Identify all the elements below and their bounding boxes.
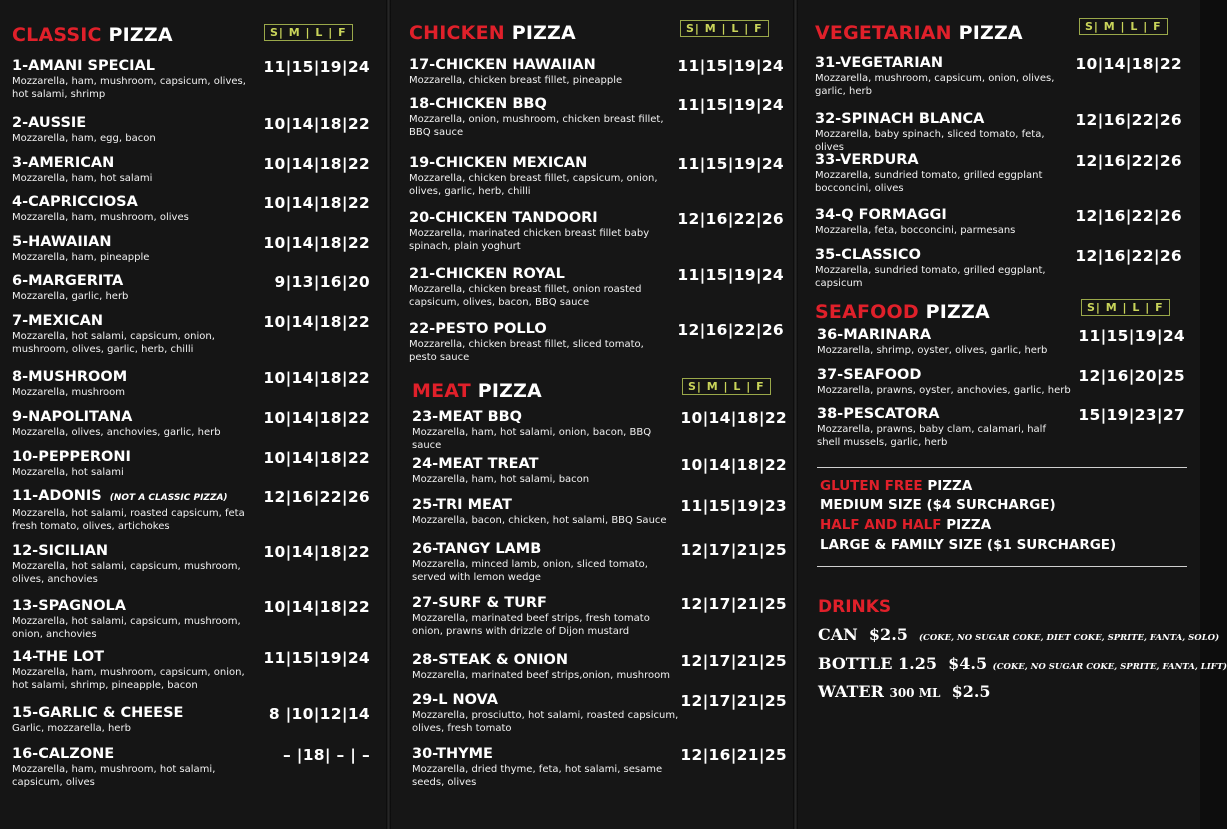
menu-item-price: 10|14|18|22	[680, 409, 787, 427]
menu-item-description: Mozzarella, ham, egg, bacon	[12, 133, 156, 144]
menu-item-name	[815, 207, 1060, 224]
menu-item-description: Garlic, mozzarella, herb	[12, 723, 131, 734]
menu-item-description: Mozzarella, hot salami, capsicum, mushroom, onion, anchovies	[12, 616, 241, 640]
menu-item-name	[412, 692, 682, 709]
drink-bottle-options: (COKE, NO SUGAR COKE, SPRITE, FANTA, LIFT)	[992, 662, 1227, 672]
gluten-free-surcharge: MEDIUM SIZE ($4 SURCHARGE)	[820, 497, 1056, 513]
menu-item-name-text: 8-MUSHROOM	[12, 369, 128, 385]
menu-item-name	[12, 369, 247, 386]
menu-item-name-text: 22-PESTO POLLO	[409, 321, 547, 337]
menu-item-name	[412, 456, 682, 473]
menu-item	[12, 543, 247, 586]
drink-water	[818, 682, 991, 701]
menu-item-description: Mozzarella, feta, bocconcini, parmesans	[815, 225, 1016, 236]
menu-item	[12, 369, 247, 400]
menu-item-price: 9|13|16|20	[274, 273, 370, 291]
menu-item-name-text: 14-THE LOT	[12, 649, 104, 665]
menu-item-price: 12|16|22|26	[263, 488, 370, 506]
menu-item-name	[12, 705, 247, 722]
menu-item-description: Mozzarella, mushroom, capsicum, onion, olives, garlic, herb	[815, 73, 1055, 97]
menu-item	[409, 210, 664, 253]
menu-item-price: 12|16|20|25	[1078, 367, 1185, 385]
menu-item-name-text: 6-MARGERITA	[12, 273, 124, 289]
menu-item	[817, 406, 1072, 449]
menu-item-name	[12, 488, 247, 507]
size-legend: S| M | L | F	[264, 24, 353, 41]
menu-item-name	[12, 273, 247, 290]
menu-item-price: 11|15|19|24	[263, 58, 370, 76]
seafood-pizza-heading	[815, 301, 990, 323]
section-title-white: PIZZA	[470, 380, 542, 402]
menu-item-name-text: 35-CLASSICO	[815, 247, 921, 263]
menu-item-price: 12|16|21|25	[680, 746, 787, 764]
menu-item-description: Mozzarella, dried thyme, feta, hot salami, sesame seeds, olives	[412, 764, 663, 788]
menu-item	[412, 595, 682, 638]
menu-item-price: – |18| – | –	[283, 746, 370, 764]
menu-item-name	[12, 234, 247, 251]
menu-item-price: 12|16|22|26	[1075, 111, 1182, 129]
menu-item	[409, 57, 664, 88]
menu-item-name	[12, 409, 247, 426]
drink-water-price: $2.5	[951, 682, 991, 701]
section-title-red: CLASSIC	[12, 24, 102, 46]
menu-item	[817, 367, 1072, 398]
menu-item-name	[815, 247, 1060, 264]
drink-bottle-label: BOTTLE 1.25	[818, 654, 937, 673]
menu-item-name	[12, 746, 247, 763]
menu-item-name-text: 5-HAWAIIAN	[12, 234, 112, 250]
menu-item-price: 11|15|19|24	[263, 649, 370, 667]
menu-item	[12, 58, 247, 101]
section-title-white: PIZZA	[101, 24, 173, 46]
drink-can-options: (COKE, NO SUGAR COKE, DIET COKE, SPRITE, FANTA, SOLO)	[919, 633, 1220, 643]
gluten-free-label: GLUTEN FREE	[820, 478, 923, 494]
menu-item-description: Mozzarella, minced lamb, onion, sliced tomato, served with lemon wedge	[412, 559, 648, 583]
classic-pizza-heading	[12, 24, 173, 46]
drink-bottle	[818, 654, 1227, 673]
menu-item	[412, 692, 682, 735]
menu-item-name	[412, 409, 682, 426]
menu-item-name	[409, 321, 664, 338]
menu-item-price: 10|14|18|22	[263, 155, 370, 173]
menu-item-name	[12, 58, 247, 75]
menu-item-name-text: 19-CHICKEN MEXICAN	[409, 155, 588, 171]
menu-item	[412, 497, 682, 528]
panel-fold	[386, 0, 391, 829]
menu-item-price: 12|16|22|26	[1075, 207, 1182, 225]
menu-item-name	[815, 55, 1060, 72]
menu-item-name-text: 7-MEXICAN	[12, 313, 104, 329]
menu-item-name	[815, 111, 1060, 128]
menu-item	[12, 234, 247, 265]
drink-water-label: WATER	[818, 682, 884, 701]
menu-item-price: 11|15|19|24	[677, 96, 784, 114]
menu-item-price: 15|19|23|27	[1078, 406, 1185, 424]
menu-item-name-text: 28-STEAK & ONION	[412, 652, 568, 668]
menu-item	[409, 96, 664, 139]
menu-item-name-text: 29-L NOVA	[412, 692, 499, 708]
menu-item-description: Mozzarella, prawns, baby clam, calamari, half shell mussels, garlic, herb	[817, 424, 1046, 448]
menu-item	[412, 652, 682, 683]
menu-item-name	[409, 210, 664, 227]
section-title-red: CHICKEN	[409, 22, 505, 44]
menu-item-description: Mozzarella, prawns, oyster, anchovies, garlic, herb	[817, 385, 1071, 396]
drinks-heading: DRINKS	[818, 597, 892, 617]
section-divider	[817, 566, 1187, 567]
menu-item	[12, 313, 247, 356]
menu-item-description: Mozzarella, sundried tomato, grilled eggplant, capsicum	[815, 265, 1046, 289]
menu-item-note: (NOT A CLASSIC PIZZA)	[109, 493, 228, 503]
menu-item-price: 10|14|18|22	[263, 369, 370, 387]
menu-item-description: Mozzarella, prosciutto, hot salami, roasted capsicum, olives, fresh tomato	[412, 710, 679, 734]
menu-item-name	[817, 327, 1072, 344]
menu-item	[12, 409, 247, 440]
menu-item-description: Mozzarella, mushroom	[12, 387, 125, 398]
menu-item	[409, 321, 664, 364]
menu-item-description: Mozzarella, marinated chicken breast fillet baby spinach, plain yoghurt	[409, 228, 650, 252]
menu-item-name-text: 26-TANGY LAMB	[412, 541, 542, 557]
menu-item-price: 12|17|21|25	[680, 595, 787, 613]
menu-item-price: 10|14|18|22	[263, 194, 370, 212]
menu-item-name-text: 38-PESCATORA	[817, 406, 940, 422]
menu-item-name	[12, 115, 247, 132]
menu-item-name-text: 4-CAPRICCIOSA	[12, 194, 138, 210]
menu-item-price: 12|17|21|25	[680, 541, 787, 559]
menu-item-description: Mozzarella, sundried tomato, grilled eggplant bocconcini, olives	[815, 170, 1043, 194]
menu-item	[12, 746, 247, 789]
menu-item	[815, 207, 1060, 238]
menu-item-name	[409, 155, 664, 172]
menu-item-price: 11|15|19|24	[677, 266, 784, 284]
menu-item-name-text: 18-CHICKEN BBQ	[409, 96, 547, 112]
menu-item-description: Mozzarella, bacon, chicken, hot salami, BBQ Sauce	[412, 515, 667, 526]
menu-item-description: Mozzarella, ham, hot salami	[12, 173, 153, 184]
menu-item-price: 12|16|22|26	[677, 210, 784, 228]
menu-item-name	[12, 598, 247, 615]
vegetarian-pizza-heading	[815, 22, 1023, 44]
gluten-free-heading	[820, 478, 972, 494]
size-legend: S| M | L | F	[1081, 299, 1170, 316]
menu-item-name-text: 12-SICILIAN	[12, 543, 109, 559]
section-divider	[817, 467, 1187, 468]
menu-item-price: 10|14|18|22	[263, 313, 370, 331]
menu-item-name-text: 25-TRI MEAT	[412, 497, 512, 513]
half-and-half-label: HALF AND HALF	[820, 517, 942, 533]
menu-item	[12, 155, 247, 186]
menu-item-name-text: 2-AUSSIE	[12, 115, 87, 131]
section-title-red: SEAFOOD	[815, 301, 919, 323]
menu-item-description: Mozzarella, ham, hot salami, bacon	[412, 474, 590, 485]
menu-item-name-text: 32-SPINACH BLANCA	[815, 111, 985, 127]
menu-item	[815, 111, 1060, 154]
menu-item-price: 11|15|19|24	[677, 57, 784, 75]
menu-item-name-text: 33-VERDURA	[815, 152, 919, 168]
half-and-half-heading	[820, 517, 991, 533]
menu-item-description: Mozzarella, ham, mushroom, hot salami, capsicum, olives	[12, 764, 216, 788]
menu-item-price: 12|16|22|26	[1075, 152, 1182, 170]
menu-item	[12, 705, 247, 736]
menu-item	[412, 409, 682, 452]
menu-item-description: Mozzarella, chicken breast fillet, sliced tomato, pesto sauce	[409, 339, 644, 363]
drink-water-size: 300 ML	[889, 686, 941, 700]
menu-item-price: 10|14|18|22	[1075, 55, 1182, 73]
drink-can-price: $2.5	[868, 625, 908, 644]
menu-item-name	[12, 649, 247, 666]
menu-item-name	[412, 746, 682, 763]
menu-item-price: 10|14|18|22	[263, 543, 370, 561]
menu-item-name-text: 27-SURF & TURF	[412, 595, 547, 611]
section-title-white: PIZZA	[951, 22, 1023, 44]
menu-item-description: Mozzarella, ham, pineapple	[12, 252, 150, 263]
menu-item-description: Mozzarella, hot salami, capsicum, onion, mushroom, olives, garlic, herb, chilli	[12, 331, 215, 355]
menu-item	[815, 55, 1060, 98]
menu-item-price: 10|14|18|22	[263, 598, 370, 616]
menu-item-name	[12, 313, 247, 330]
menu-item-name-text: 23-MEAT BBQ	[412, 409, 522, 425]
menu-item-name	[817, 367, 1072, 384]
menu-item-price: 10|14|18|22	[680, 456, 787, 474]
chicken-pizza-heading	[409, 22, 576, 44]
menu-item-price: 10|14|18|22	[263, 115, 370, 133]
menu-item-name-text: 31-VEGETARIAN	[815, 55, 943, 71]
menu-item-name	[412, 652, 682, 669]
menu-item-name-text: 15-GARLIC & CHEESE	[12, 705, 184, 721]
menu-item-price: 12|17|21|25	[680, 652, 787, 670]
menu-item-price: 10|14|18|22	[263, 234, 370, 252]
menu-item-price: 10|14|18|22	[263, 409, 370, 427]
menu-item-description: Mozzarella, olives, anchovies, garlic, herb	[12, 427, 221, 438]
menu-item-description: Mozzarella, garlic, herb	[12, 291, 129, 302]
size-legend: S| M | L | F	[680, 20, 769, 37]
drink-can-label: CAN	[818, 625, 858, 644]
half-and-half-surcharge: LARGE & FAMILY SIZE ($1 SURCHARGE)	[820, 537, 1117, 553]
size-legend: S| M | L | F	[1079, 18, 1168, 35]
menu-item-description: Mozzarella, ham, hot salami, onion, bacon, BBQ sauce	[412, 427, 652, 451]
section-title-red: MEAT	[412, 380, 471, 402]
menu-item-description: Mozzarella, onion, mushroom, chicken breast fillet, BBQ sauce	[409, 114, 664, 138]
menu-item-name-text: 36-MARINARA	[817, 327, 932, 343]
menu-item-description: Mozzarella, chicken breast fillet, pineapple	[409, 75, 623, 86]
menu-item-price: 11|15|19|23	[680, 497, 787, 515]
menu-item-name-text: 13-SPAGNOLA	[12, 598, 126, 614]
menu-item	[12, 115, 247, 146]
menu-item	[12, 649, 247, 692]
menu-item-name	[409, 266, 664, 283]
menu-item-name	[412, 595, 682, 612]
menu-item-name	[12, 449, 247, 466]
menu-item-name-text: 9-NAPOLITANA	[12, 409, 133, 425]
menu-item-name	[409, 96, 664, 113]
menu-item-price: 8 |10|12|14	[268, 705, 370, 723]
menu-item-description: Mozzarella, hot salami, capsicum, mushroom, olives, anchovies	[12, 561, 241, 585]
menu-item	[12, 273, 247, 304]
menu-item-description: Mozzarella, marinated beef strips, fresh tomato onion, prawns with drizzle of Dijon mustard	[412, 613, 650, 637]
menu-item-description: Mozzarella, ham, mushroom, capsicum, olives, hot salami, shrimp	[12, 76, 246, 100]
menu-item	[12, 449, 247, 480]
menu-item	[412, 456, 682, 487]
menu-item-name-text: 34-Q FORMAGGI	[815, 207, 947, 223]
menu-item-name-text: 10-PEPPERONI	[12, 449, 131, 465]
menu-item-name	[817, 406, 1072, 423]
menu-item-price: 12|17|21|25	[680, 692, 787, 710]
menu-item-name-text: 30-THYME	[412, 746, 493, 762]
drink-bottle-price: $4.5	[948, 654, 988, 673]
menu-item-name	[409, 57, 664, 74]
menu-item-name	[12, 543, 247, 560]
gluten-free-pizza: PIZZA	[922, 478, 973, 494]
menu-item	[12, 598, 247, 641]
menu-item-description: Mozzarella, ham, mushroom, olives	[12, 212, 189, 223]
menu-item-description: Mozzarella, chicken breast fillet, capsicum, onion, olives, garlic, herb, chilli	[409, 173, 658, 197]
meat-pizza-heading	[412, 380, 542, 402]
menu-item-name	[12, 155, 247, 172]
menu-item-name-text: 20-CHICKEN TANDOORI	[409, 210, 598, 226]
menu-item	[817, 327, 1072, 358]
menu-item-price: 12|16|22|26	[1075, 247, 1182, 265]
menu-item-name	[412, 497, 682, 514]
menu-item	[409, 155, 664, 198]
menu-item-description: Mozzarella, hot salami, roasted capsicum, feta fresh tomato, olives, artichokes	[12, 508, 245, 532]
section-title-white: PIZZA	[918, 301, 990, 323]
menu-item-name-text: 17-CHICKEN HAWAIIAN	[409, 57, 596, 73]
menu-item-name-text: 3-AMERICAN	[12, 155, 115, 171]
menu-item-name-text: 11-ADONIS	[12, 488, 102, 504]
menu-item-description: Mozzarella, hot salami	[12, 467, 124, 478]
menu-item-price: 11|15|19|24	[1078, 327, 1185, 345]
menu-item	[12, 488, 247, 533]
section-title-red: VEGETARIAN	[815, 22, 952, 44]
menu-item-name-text: 1-AMANI SPECIAL	[12, 58, 156, 74]
menu-item-price: 10|14|18|22	[263, 449, 370, 467]
half-and-half-pizza: PIZZA	[941, 517, 992, 533]
menu-item	[815, 152, 1060, 195]
menu-item-description: Mozzarella, marinated beef strips,onion, mushroom	[412, 670, 670, 681]
panel-fold	[793, 0, 798, 829]
menu-item-description: Mozzarella, chicken breast fillet, onion roasted capsicum, olives, bacon, BBQ sauce	[409, 284, 642, 308]
menu-item-description: Mozzarella, baby spinach, sliced tomato, feta, olives	[815, 129, 1045, 153]
drink-can	[818, 625, 1219, 644]
section-title-white: PIZZA	[504, 22, 576, 44]
menu-item-name	[412, 541, 682, 558]
menu-item	[815, 247, 1060, 290]
menu-item-name-text: 21-CHICKEN ROYAL	[409, 266, 565, 282]
menu-item-price: 12|16|22|26	[677, 321, 784, 339]
menu-item-description: Mozzarella, shrimp, oyster, olives, garlic, herb	[817, 345, 1048, 356]
menu-item-description: Mozzarella, ham, mushroom, capsicum, onion, hot salami, shrimp, pineapple, bacon	[12, 667, 245, 691]
menu-item	[12, 194, 247, 225]
menu-item-name-text: 16-CALZONE	[12, 746, 115, 762]
menu-item-name-text: 37-SEAFOOD	[817, 367, 922, 383]
menu-item	[409, 266, 664, 309]
size-legend: S| M | L | F	[682, 378, 771, 395]
menu-item-name-text: 24-MEAT TREAT	[412, 456, 539, 472]
menu-item	[412, 746, 682, 789]
menu-item-name	[12, 194, 247, 211]
menu-item-price: 11|15|19|24	[677, 155, 784, 173]
menu-item	[412, 541, 682, 584]
menu-item-name	[815, 152, 1060, 169]
